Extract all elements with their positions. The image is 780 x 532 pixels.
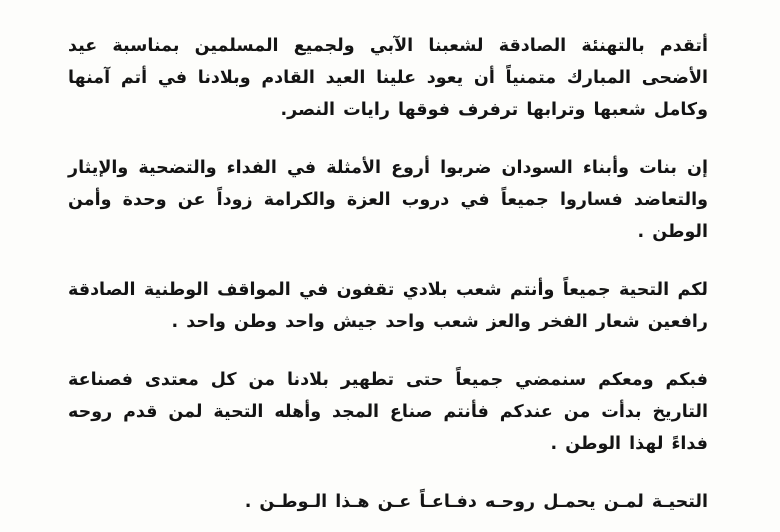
paragraph-eid-greeting: أتقدم بالتهنئة الصادقة لشعبنا الآبي ولجميع المسلمين بمناسبة عيد الأضحى المبارك متمنياً أن يعود علينا العيد القادم وبلادنا في أتم آمنها وكامل شعبها وترابها ترفرف فوقها رايات النصر. [68, 36, 708, 120]
cut-off-bottom-line [68, 462, 708, 484]
cut-off-top-line [160, 0, 620, 8]
paragraph-sudan-sacrifice: إن بنات وأبناء السودان ضربوا أروع الأمثلة في الفداء والتضحية والإيثار والتعاضد فساروا جميعاً في دروب العزة والكرامة زوداً عن وحدة وأمن الوطن . [68, 158, 708, 242]
paragraph-liberation: فبكم ومعكم سنمضي جميعاً حتى تطهير بلادنا من كل معتدى فصناعة التاريخ بدأت من عندكم فأنتم صناع المجد وأهله التحية لمن قدم روحه فداءً لهذا الوطن . [68, 370, 708, 454]
paragraph-greetings-to-people: لكم التحية جميعاً وأنتم شعب بلادي تقفون في المواقف الوطنية الصادقة رافعين شعار الفخر والعز شعب واحد جيش واحد وطن واحد . [68, 280, 708, 332]
paragraph-salute-defenders: التحيـة لمـن يحمـل روحـه دفـاعـاً عـن هـذا الـوطـن . [244, 492, 708, 512]
statement-body [68, 30, 708, 532]
